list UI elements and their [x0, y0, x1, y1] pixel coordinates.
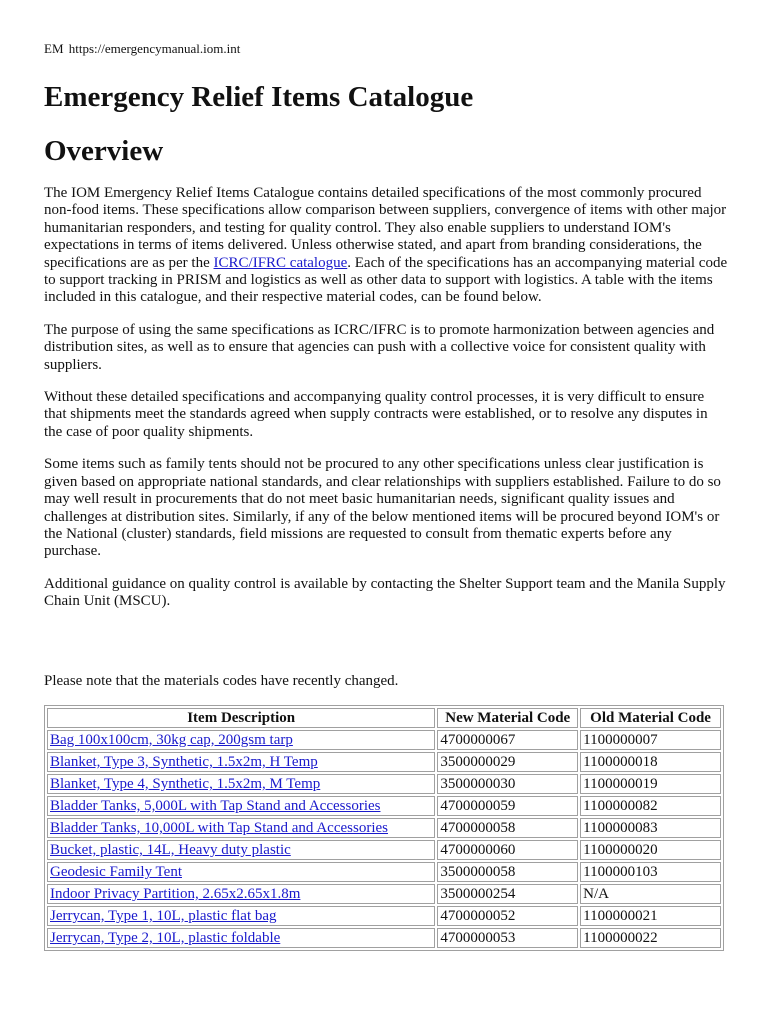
new-code-cell: 4700000067 [437, 730, 578, 750]
paragraph-intro [44, 185, 728, 307]
item-link[interactable]: Bladder Tanks, 10,000L with Tap Stand and Accessories [50, 820, 388, 836]
new-code-cell: 3500000254 [437, 884, 578, 904]
old-code-cell: 1100000082 [580, 796, 721, 816]
table-row [47, 862, 721, 882]
item-cell [47, 906, 435, 926]
item-link[interactable]: Bladder Tanks, 5,000L with Tap Stand and Accessories [50, 798, 381, 814]
new-code-cell: 4700000058 [437, 818, 578, 838]
old-code-cell: 1100000019 [580, 774, 721, 794]
paragraph-additional-guidance: Additional guidance on quality control is available by contacting the Shelter Support team and the Manila Supply Chain Unit (MSCU). [44, 575, 726, 610]
old-code-cell: 1100000021 [580, 906, 721, 926]
item-cell [47, 774, 435, 794]
item-link[interactable]: Blanket, Type 3, Synthetic, 1.5x2m, H Temp [50, 754, 318, 770]
new-code-cell: 4700000053 [437, 928, 578, 948]
overview-content [44, 185, 728, 626]
old-code-cell: 1100000007 [580, 730, 721, 750]
item-cell [47, 862, 435, 882]
item-cell [47, 840, 435, 860]
item-cell [47, 796, 435, 816]
item-link[interactable]: Jerrycan, Type 1, 10L, plastic flat bag [50, 908, 277, 924]
item-cell [47, 884, 435, 904]
item-link[interactable]: Bucket, plastic, 14L, Heavy duty plastic [50, 842, 291, 858]
header-old-material-code: Old Material Code [580, 708, 721, 728]
item-link[interactable]: Bag 100x100cm, 30kg cap, 200gsm tarp [50, 732, 293, 748]
table-header-row [47, 708, 721, 728]
icrc-ifrc-catalogue-link[interactable]: ICRC/IFRC catalogue [213, 254, 348, 271]
table-row [47, 730, 721, 750]
header-new-material-code: New Material Code [437, 708, 578, 728]
item-cell [47, 730, 435, 750]
new-code-cell: 3500000029 [437, 752, 578, 772]
table-row [47, 796, 721, 816]
item-cell [47, 928, 435, 948]
paragraph-purpose: The purpose of using the same specifications as ICRC/IFRC is to promote harmonization between agencies and distribution sites, as well as to ensure that agencies can push with a collective voice for consistent quality with suppliers. [44, 321, 715, 373]
new-code-cell: 4700000060 [437, 840, 578, 860]
old-code-cell: 1100000083 [580, 818, 721, 838]
table-row [47, 774, 721, 794]
old-code-cell: N/A [580, 884, 721, 904]
table-row [47, 928, 721, 948]
old-code-cell: 1100000020 [580, 840, 721, 860]
items-table [44, 705, 724, 951]
table-row [47, 818, 721, 838]
new-code-cell: 3500000058 [437, 862, 578, 882]
item-link[interactable]: Blanket, Type 4, Synthetic, 1.5x2m, M Temp [50, 776, 321, 792]
section-heading-overview: Overview [44, 135, 164, 167]
new-code-cell: 4700000059 [437, 796, 578, 816]
item-link[interactable]: Geodesic Family Tent [50, 864, 182, 880]
paragraph-intro-text-1: The IOM Emergency Relief Items Catalogue contains detailed specifications of the most commonly procured non-food items. These specifications allow comparison between suppliers, convergence of items with other major humanitarian responders, and testing for quality control. They also enable suppliers to understand IOM's expectations in terms of items delivered. Unless otherwise stated, and apart from branding considerations, the specifications are as per the [44, 185, 727, 271]
page-title: Emergency Relief Items Catalogue [44, 81, 474, 113]
header-url[interactable]: https://emergencymanual.iom.int [68, 41, 241, 56]
new-code-cell: 4700000052 [437, 906, 578, 926]
header-item-description: Item Description [47, 708, 435, 728]
paragraph-family-tents: Some items such as family tents should not be procured to any other specifications unless clear justification is given based on appropriate national standards, and clear relationships with suppliers established. Failure to do so may well result in procurements that do not meet basic humanitarian needs, significant quality issues and challenges at distribution sites. Similarly, if any of the below mentioned items will be procured beyond IOM's or the National (cluster) standards, field missions are requested to consult from thematic experts before any purchase. [44, 456, 721, 560]
table-row [47, 752, 721, 772]
table-row [47, 840, 721, 860]
item-cell [47, 818, 435, 838]
item-cell [47, 752, 435, 772]
old-code-cell: 1100000103 [580, 862, 721, 882]
table-row [47, 884, 721, 904]
table-row [47, 906, 721, 926]
old-code-cell: 1100000022 [580, 928, 721, 948]
item-link[interactable]: Jerrycan, Type 2, 10L, plastic foldable [50, 930, 281, 946]
item-link[interactable]: Indoor Privacy Partition, 2.65x2.65x1.8m [50, 886, 301, 902]
header-prefix: EM [44, 41, 64, 56]
old-code-cell: 1100000018 [580, 752, 721, 772]
new-code-cell: 3500000030 [437, 774, 578, 794]
paragraph-intro-text-2: . Each of the specifications has an accompanying material code to support tracking in PRISM and logistics as well as other data to support with logistics. A table with the items included in this catalogue, and their respective material codes, can be found below. [44, 254, 728, 306]
paragraph-quality-control: Without these detailed specifications and accompanying quality control processes, it is very difficult to ensure that shipments meet the standards agreed when supply contracts were established, or to resolve any disputes in the case of poor quality shipments. [44, 389, 708, 440]
page-header [44, 41, 240, 57]
material-codes-note: Please note that the materials codes have recently changed. [44, 673, 399, 689]
